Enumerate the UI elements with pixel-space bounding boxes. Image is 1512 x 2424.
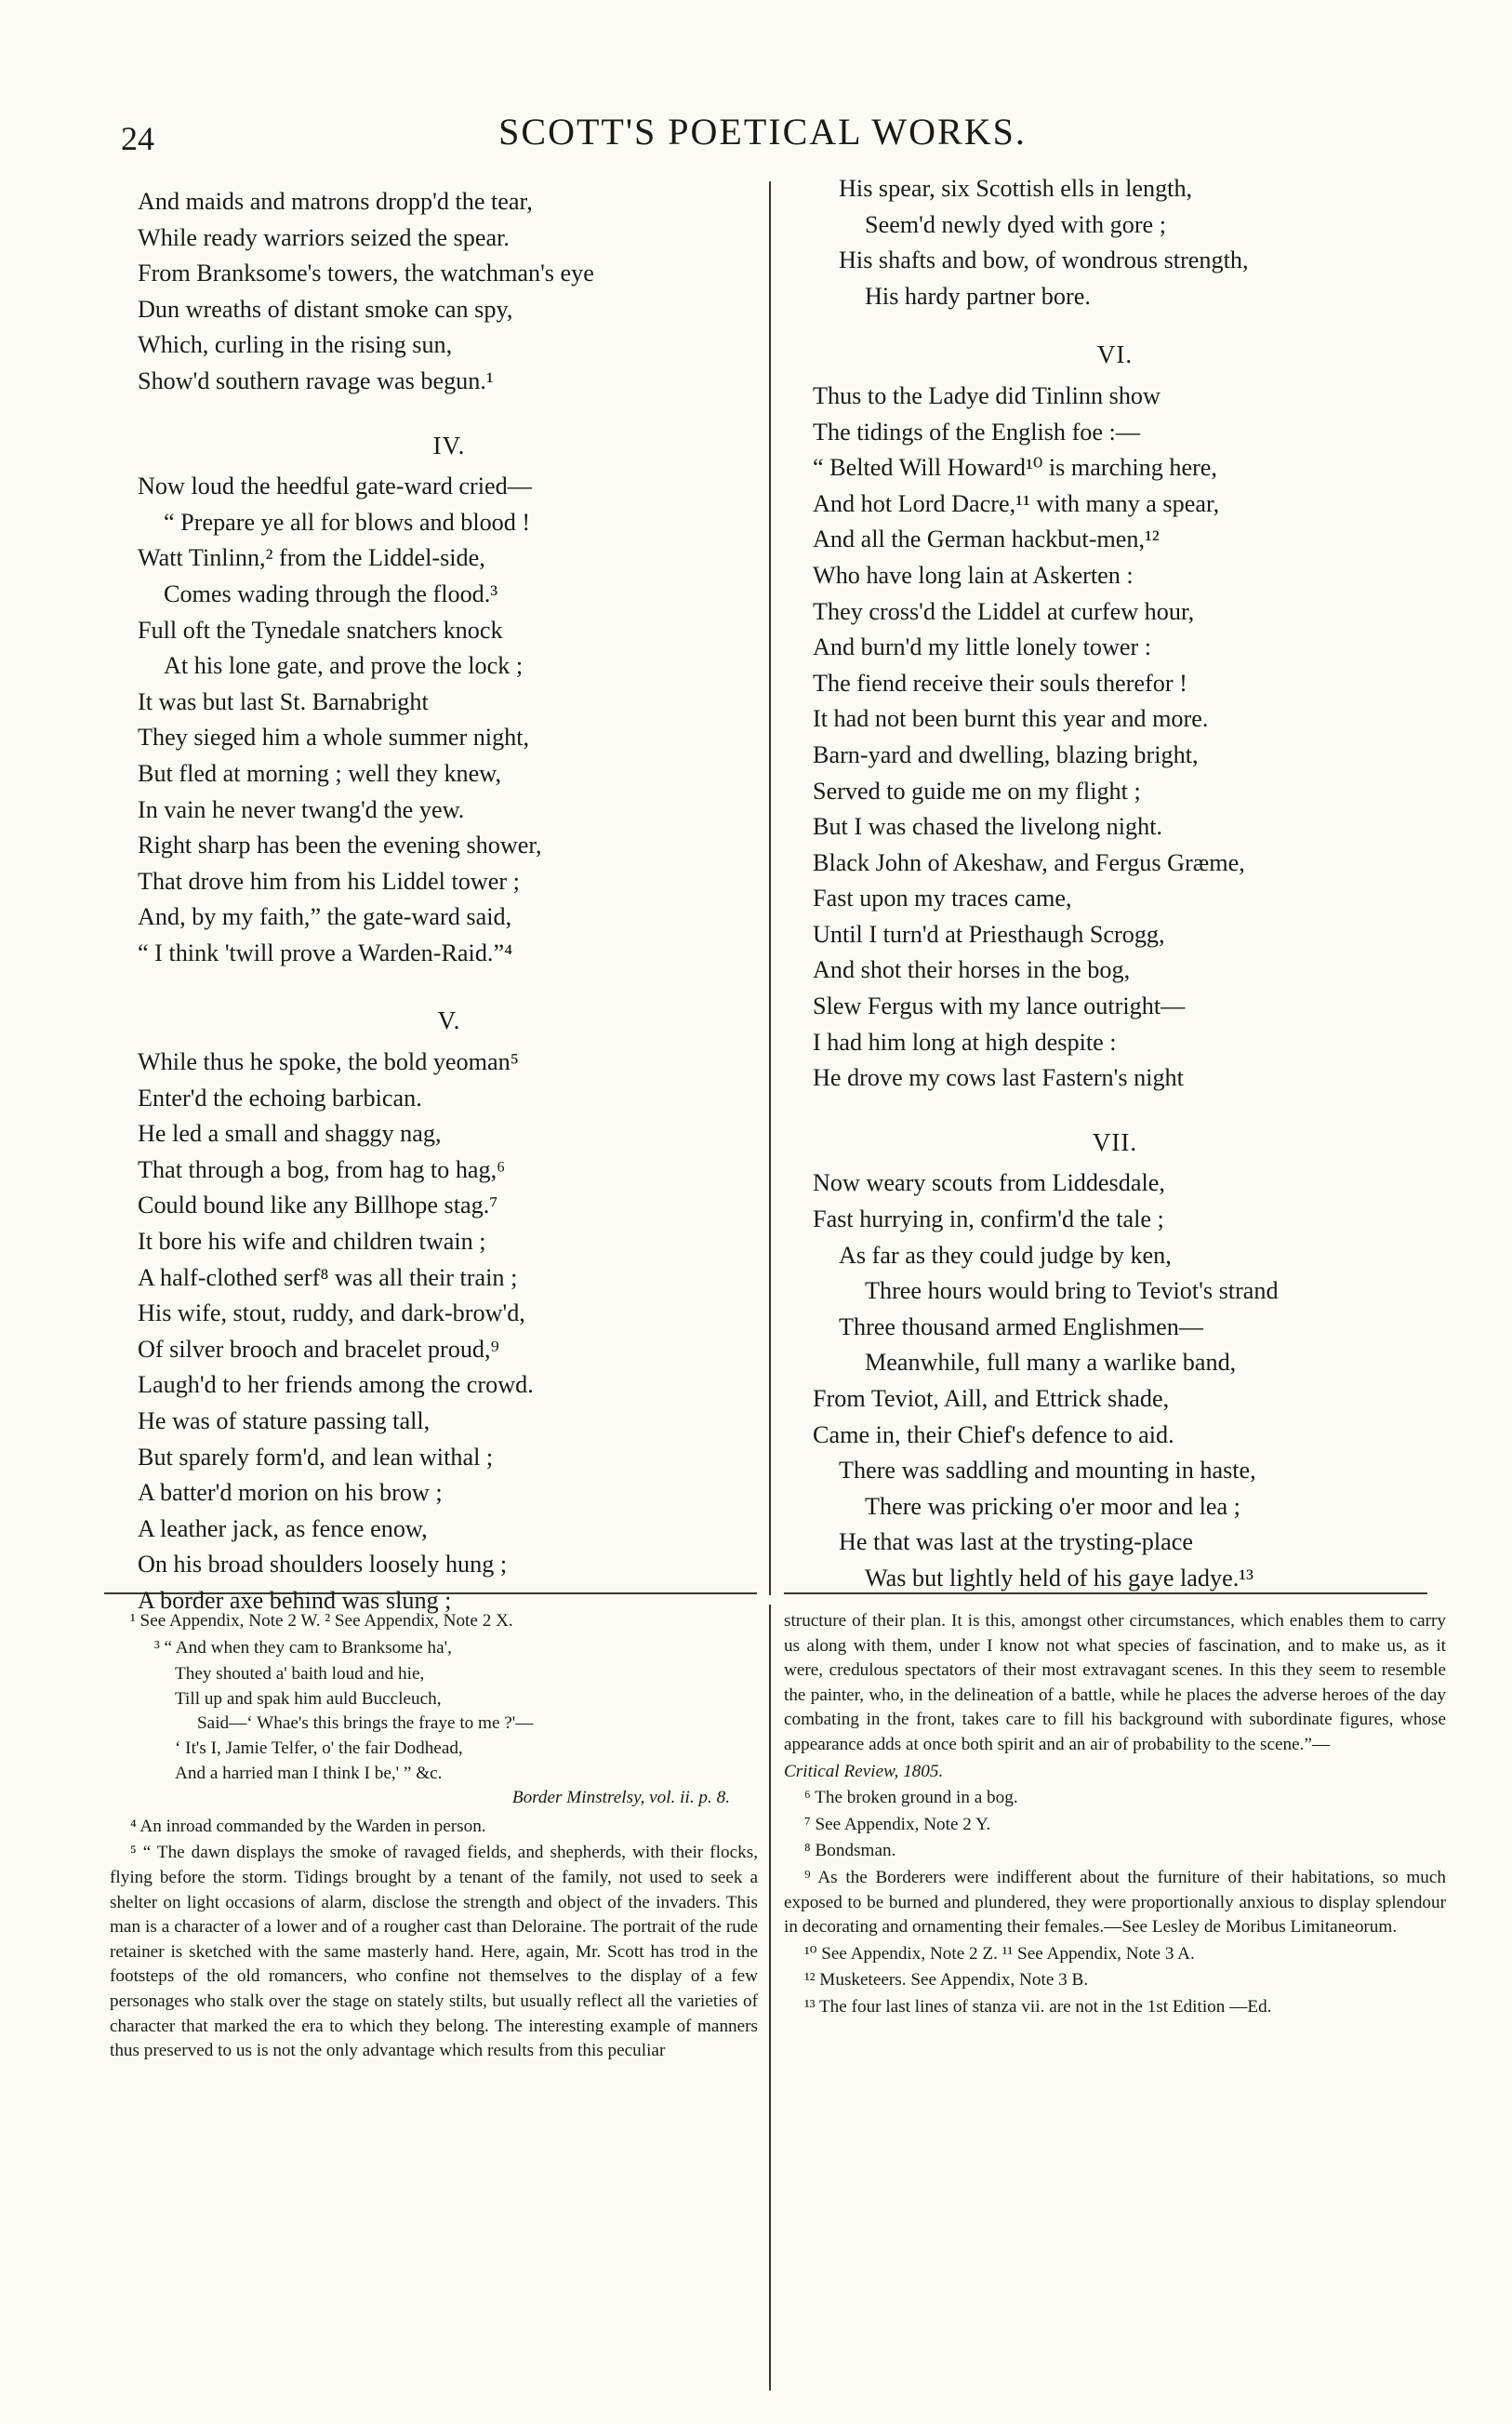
verse-line: And hot Lord Dacre,¹¹ with many a spear, xyxy=(813,489,1220,517)
footnote-6: ⁶ The broken ground in a bog. xyxy=(804,1788,1018,1808)
running-head: SCOTT'S POETICAL WORKS. xyxy=(498,111,1027,153)
verse-line: They cross'd the Liddel at curfew hour, xyxy=(813,597,1195,625)
verse-line: And, by my faith,” the gate-ward said, xyxy=(138,903,512,931)
verse-line: From Teviot, Aill, and Ettrick shade, xyxy=(813,1385,1170,1412)
verse-line: It bore his wife and children twain ; xyxy=(138,1228,486,1256)
verse-line: Fast upon my traces came, xyxy=(813,885,1072,912)
verse-line: Thus to the Ladye did Tinlinn show xyxy=(813,381,1161,409)
opening-lines-left xyxy=(138,184,761,400)
verse-line: His spear, six Scottish ells in length, xyxy=(839,175,1193,202)
poem-column-right xyxy=(813,171,1417,1597)
verse-line: That through a bog, from hag to hag,⁶ xyxy=(138,1155,506,1183)
page-header xyxy=(102,102,1423,158)
verse-line: “ Belted Will Howard¹⁰ is marching here, xyxy=(813,454,1217,482)
verse-line: On his broad shoulders loosely hung ; xyxy=(138,1551,508,1578)
verse-line: The tidings of the English foe :— xyxy=(813,418,1141,446)
verse-line: Laugh'd to her friends among the crowd. xyxy=(138,1371,534,1399)
verse-line: Was but lightly held of his gaye ladye.¹³ xyxy=(865,1564,1253,1592)
verse-line: Three hours would bring to Teviot's strand xyxy=(865,1277,1279,1305)
verse-line: A batter'd morion on his brow ; xyxy=(138,1479,443,1507)
verse-line: At his lone gate, and prove the lock ; xyxy=(164,652,524,680)
opening-lines-right xyxy=(813,171,1417,314)
verse-line: A half-clothed serf⁸ was all their train ; xyxy=(138,1263,518,1291)
verse-line: Three thousand armed Englishmen— xyxy=(839,1312,1203,1340)
verse-line: But fled at morning ; well they knew, xyxy=(138,759,502,787)
verse-line: Enter'd the echoing barbican. xyxy=(138,1084,422,1112)
verse-line: Slew Fergus with my lance outright— xyxy=(813,992,1186,1020)
footnote-9: ⁹ As the Borderers were indifferent about the furniture of their habitations, so much exposed to be burned and plundered, they were proportionally anxious to display splendour in decorating and ornamenting their females.—See Lesley de Moribus Limitaneorum. xyxy=(784,1867,1446,1938)
verse-line: And burn'd my little lonely tower : xyxy=(813,633,1152,661)
footnote-10-11: ¹⁰ See Appendix, Note 2 Z. ¹¹ See Appendix, Note 3 A. xyxy=(804,1943,1195,1964)
verse-line: But I was chased the livelong night. xyxy=(813,813,1163,841)
page-number: 24 xyxy=(121,120,154,157)
verse-line: There was pricking o'er moor and lea ; xyxy=(865,1492,1240,1520)
verse-line: And shot their horses in the bog, xyxy=(813,956,1131,984)
verse-line: While ready warriors seized the spear. xyxy=(138,223,510,251)
verse-line: Until I turn'd at Priesthaugh Scrogg, xyxy=(813,920,1165,948)
footnote-12: ¹² Musketeers. See Appendix, Note 3 B. xyxy=(804,1970,1089,1991)
verse-line: Fast hurrying in, confirm'd the tale ; xyxy=(813,1205,1164,1233)
footnotes-right xyxy=(784,1609,1446,2022)
verse-line: He led a small and shaggy nag, xyxy=(138,1120,442,1148)
verse-line: I had him long at high despite : xyxy=(813,1028,1117,1056)
verse-line: While thus he spoke, the bold yeoman⁵ xyxy=(138,1048,519,1076)
footnote-verse-line: They shouted a' baith loud and hie, xyxy=(175,1664,425,1685)
verse-line: “ Prepare ye all for blows and blood ! xyxy=(164,508,531,536)
footnote-8: ⁸ Bondsman. xyxy=(804,1841,896,1861)
verse-line: And maids and matrons dropp'd the tear, xyxy=(138,188,533,215)
stanza-number-iv: IV. xyxy=(432,431,466,459)
footnote-1-2: ¹ See Appendix, Note 2 W. ² See Appendix, Note 2 X. xyxy=(130,1611,513,1631)
verse-line: And all the German hackbut-men,¹² xyxy=(813,526,1160,553)
footnote-7: ⁷ See Appendix, Note 2 Y. xyxy=(804,1814,991,1834)
verse-line: Show'd southern ravage was begun.¹ xyxy=(138,366,494,394)
verse-line: As far as they could judge by ken, xyxy=(839,1241,1172,1269)
footnote-5: ⁵ “ The dawn displays the smoke of ravaged fields, and shepherds, with their flocks, flying before the storm. Tidings brought by a tenant of the family, not used to seek a shelter on light occasions of alarm, disclose the strength and object of the invaders. This man is a character of a lower and of a rougher cast than Deloraine. The portrait of the rude retainer is sketched with the same masterly hand. Here, again, Mr. Scott has trod in the footsteps of the old romancers, who confine not themselves to the display of a few personages who stalk over the stage on stately stilts, but usually reflect all the varieties of character that marked the era to which they belong. The interesting example of manners thus preserved to us is not the only advantage which results from this peculiar xyxy=(110,1843,758,2061)
footnote-3-verse xyxy=(110,1662,758,1786)
footnote-3-intro: ³ “ And when they cam to Branksome ha', xyxy=(154,1637,452,1658)
verse-line: Who have long lain at Askerten : xyxy=(813,561,1134,589)
verse-line: He was of stature passing tall, xyxy=(138,1407,431,1434)
verse-line: His hardy partner bore. xyxy=(865,282,1091,310)
footnote-3-citation: Border Minstrelsy, vol. ii. p. 8. xyxy=(511,1788,730,1808)
footnote-4: ⁴ An inroad commanded by the Warden in person. xyxy=(130,1816,486,1836)
stanza-number-v: V. xyxy=(437,1006,461,1035)
verse-line: The fiend receive their souls therefor ! xyxy=(813,669,1187,697)
footnote-5-continued: structure of their plan. It is this, amongst other circumstances, which enables them to carry us along with them, under I know not what species of fascination, and to make us, as it were, credulous spectators of their most extravagant scenes. In this they seem to resemble the painter, who, in the delineation of a battle, while he places the adverse heroes of the day combating in the front, takes care to fill his background with subordinate figures, whose appearance adds at once both spirit and an air of probability to the scene.”— xyxy=(784,1611,1446,1754)
verse-line: There was saddling and mounting in haste, xyxy=(839,1457,1256,1485)
verse-line: Now loud the heedful gate-ward cried— xyxy=(138,473,532,500)
column-divider-top xyxy=(769,181,771,1595)
verse-line: He drove my cows last Fastern's night xyxy=(813,1064,1184,1092)
verse-line: In vain he never twang'd the yew. xyxy=(138,795,465,823)
verse-line: “ I think 'twill prove a Warden-Raid.”⁴ xyxy=(138,939,513,966)
verse-line: His shafts and bow, of wondrous strength, xyxy=(839,246,1249,274)
stanza-vi xyxy=(813,379,1417,1097)
poem-column-left xyxy=(138,184,761,1619)
verse-line: Full oft the Tynedale snatchers knock xyxy=(138,616,503,644)
stanza-number-vi: VI. xyxy=(1096,340,1134,369)
footnote-5-citation: Critical Review, 1805. xyxy=(784,1761,944,1781)
footnote-13: ¹³ The four last lines of stanza vii. are not in the 1st Edition —Ed. xyxy=(804,1996,1272,2017)
verse-line: Barn-yard and dwelling, blazing bright, xyxy=(813,740,1199,768)
verse-line: Seem'd newly dyed with gore ; xyxy=(865,210,1166,238)
verse-line: But sparely form'd, and lean withal ; xyxy=(138,1443,494,1471)
stanza-v xyxy=(138,1045,761,1619)
footnote-verse-line: And a harried man I think I be,' ” &c. xyxy=(175,1763,443,1783)
verse-line: A leather jack, as fence enow, xyxy=(138,1514,428,1542)
verse-line: Came in, their Chief's defence to aid. xyxy=(813,1420,1174,1448)
verse-line: Now weary scouts from Liddesdale, xyxy=(813,1169,1165,1197)
verse-line: Which, curling in the rising sun, xyxy=(138,331,453,359)
stanza-vii xyxy=(813,1165,1417,1596)
verse-line: It was but last St. Barnabright xyxy=(138,687,429,715)
verse-line: Meanwhile, full many a warlike band, xyxy=(865,1349,1237,1377)
verse-line: His wife, stout, ruddy, and dark-brow'd, xyxy=(138,1299,525,1327)
verse-line: They sieged him a whole summer night, xyxy=(138,724,530,752)
verse-line: Watt Tinlinn,² from the Liddel-side, xyxy=(138,544,485,572)
verse-line: Comes wading through the flood.³ xyxy=(164,579,498,607)
verse-line: Black John of Akeshaw, and Fergus Græme, xyxy=(813,848,1245,876)
verse-line: Right sharp has been the evening shower, xyxy=(138,832,542,859)
footnote-verse-line: Till up and spak him auld Buccleuch, xyxy=(175,1688,442,1709)
footnotes-left xyxy=(110,1609,758,2066)
verse-line: Dun wreaths of distant smoke can spy, xyxy=(138,295,513,323)
footnote-verse-line: Said—‘ Whae's this brings the fraye to me ?'— xyxy=(197,1713,534,1734)
verse-line: That drove him from his Liddel tower ; xyxy=(138,867,520,895)
column-divider-bottom xyxy=(769,1605,771,2391)
verse-line: Of silver brooch and bracelet proud,⁹ xyxy=(138,1335,499,1363)
verse-line: From Branksome's towers, the watchman's eye xyxy=(138,260,594,287)
verse-line: Could bound like any Billhope stag.⁷ xyxy=(138,1192,498,1219)
verse-line: It had not been burnt this year and more. xyxy=(813,705,1209,733)
footnote-verse-line: ‘ It's I, Jamie Telfer, o' the fair Dodhead, xyxy=(175,1738,463,1758)
verse-line: A border axe behind was slung ; xyxy=(138,1586,452,1614)
verse-line: He that was last at the trysting-place xyxy=(839,1528,1194,1556)
stanza-number-vii: VII. xyxy=(1092,1127,1138,1156)
verse-line: Served to guide me on my flight ; xyxy=(813,777,1141,805)
stanza-iv xyxy=(138,469,761,971)
